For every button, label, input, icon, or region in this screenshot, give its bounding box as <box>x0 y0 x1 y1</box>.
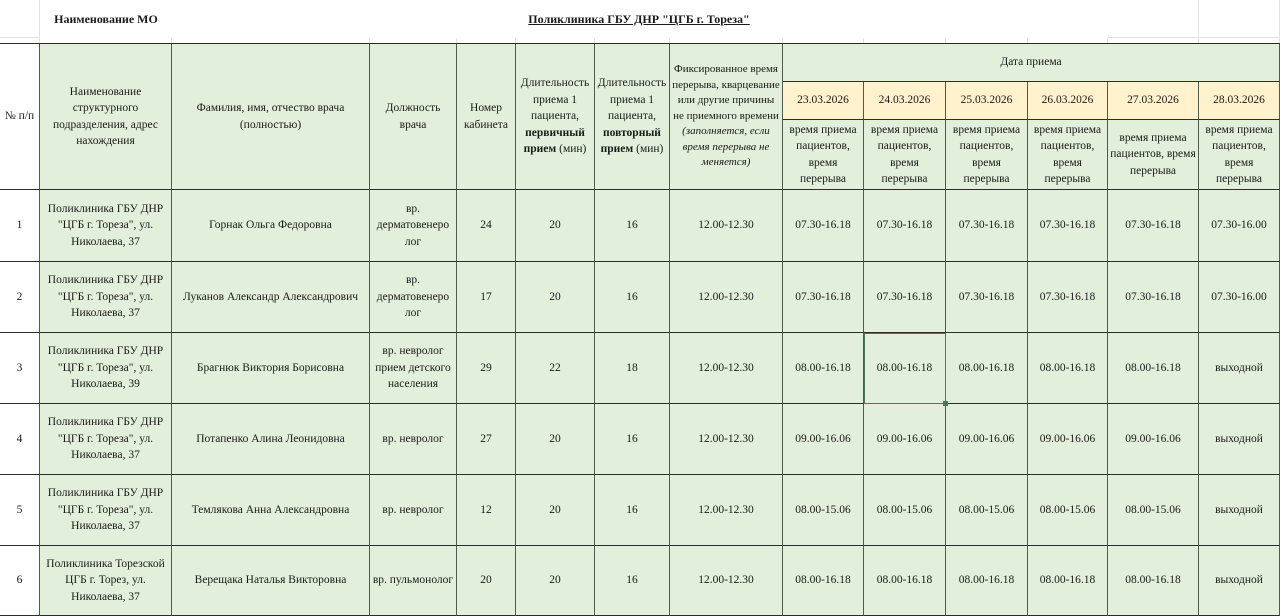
row-room[interactable] <box>457 475 516 546</box>
row-time-3-text: 08.00-15.06 <box>958 503 1015 516</box>
row-num[interactable] <box>0 475 40 546</box>
row-num[interactable] <box>0 333 40 404</box>
row-position[interactable] <box>370 262 457 333</box>
header-text: Длительность приема 1 пациента, <box>597 77 667 123</box>
row-unit-text: Поликлиника Торезской ЦГБ г. Торез, ул. Николаева, 37 <box>46 557 165 603</box>
row-repeat-duration[interactable] <box>595 333 670 404</box>
row-unit[interactable] <box>40 546 172 616</box>
row-time-1-text: 08.00-16.18 <box>795 361 851 374</box>
row-doctor-name[interactable] <box>172 333 370 404</box>
row-room[interactable] <box>457 262 516 333</box>
row-time-1[interactable] <box>783 475 864 546</box>
row-position[interactable] <box>370 404 457 475</box>
row-doctor-name-text: Потапенко Алина Леонидовна <box>196 432 345 445</box>
row-primary-duration-text: 20 <box>549 219 561 232</box>
selected-cell[interactable] <box>864 333 946 404</box>
row-doctor-name-text: Горнак Ольга Федоровна <box>209 219 332 232</box>
header-text: (мин) <box>636 143 664 156</box>
row-break-time[interactable] <box>670 190 783 262</box>
row-num-text: 1 <box>16 219 23 232</box>
row-room[interactable] <box>457 546 516 616</box>
row-repeat-duration-text: 16 <box>626 219 638 232</box>
header-primary-duration[interactable] <box>516 44 595 190</box>
row-time-4-text: 08.00-16.18 <box>1039 361 1096 374</box>
row-primary-duration-text: 20 <box>549 574 561 587</box>
row-position[interactable] <box>370 546 457 616</box>
header-position[interactable] <box>370 44 457 190</box>
row-repeat-duration[interactable] <box>595 404 670 475</box>
row-position[interactable] <box>370 190 457 262</box>
row-time-4-text: 08.00-16.18 <box>1039 574 1096 587</box>
row-primary-duration[interactable] <box>516 333 595 404</box>
row-break-time-text: 12.00-12.30 <box>698 503 754 516</box>
row-doctor-name-text: Брагнюк Виктория Борисовна <box>196 361 345 374</box>
row-primary-duration[interactable] <box>516 404 595 475</box>
row-time-5-text: 07.30-16.18 <box>1125 290 1181 303</box>
row-time-4-text: 07.30-16.18 <box>1039 290 1096 303</box>
row-time-5[interactable] <box>1108 404 1199 475</box>
header-date-group-text: Дата приема <box>1000 56 1062 69</box>
row-room-text: 12 <box>480 503 492 516</box>
row-time-1-text: 09.00-16.06 <box>795 432 851 445</box>
row-break-time[interactable] <box>670 546 783 616</box>
row-primary-duration[interactable] <box>516 475 595 546</box>
header-time-sub-1[interactable] <box>783 120 864 190</box>
row-time-6-text: выходной <box>1215 361 1263 374</box>
row-time-5-text: 08.00-16.18 <box>1125 361 1181 374</box>
row-unit-text: Поликлиника ГБУ ДНР "ЦГБ г. Тореза", ул. Николаева, 37 <box>47 202 164 248</box>
header-date-3[interactable] <box>946 82 1028 120</box>
row-position[interactable] <box>370 475 457 546</box>
row-unit[interactable] <box>40 333 172 404</box>
header-top-border <box>0 43 1280 44</box>
header-date-4-text: 26.03.2026 <box>1041 94 1094 107</box>
row-time-6-text: выходной <box>1215 503 1263 516</box>
row-time-6[interactable] <box>1199 333 1280 404</box>
row-repeat-duration-text: 16 <box>626 574 638 587</box>
row-num[interactable] <box>0 190 40 262</box>
header-unit[interactable] <box>40 44 172 190</box>
header-text: Фиксированное время перерыва, кварцевание или другие причины не приемного времени <box>672 63 780 122</box>
row-unit[interactable] <box>40 404 172 475</box>
row-primary-duration[interactable] <box>516 262 595 333</box>
row-break-time-text: 12.00-12.30 <box>698 290 754 303</box>
row-room-text: 20 <box>480 574 492 587</box>
header-date-6-text: 28.03.2026 <box>1213 94 1265 107</box>
row-time-5[interactable] <box>1108 546 1199 616</box>
header-room[interactable] <box>457 44 516 190</box>
row-time-1-text: 07.30-16.18 <box>795 219 851 232</box>
row-time-1[interactable] <box>783 546 864 616</box>
row-room[interactable] <box>457 404 516 475</box>
header-text: (мин) <box>559 143 587 156</box>
row-time-3[interactable] <box>946 333 1028 404</box>
row-time-3[interactable] <box>946 475 1028 546</box>
row-time-6[interactable] <box>1199 475 1280 546</box>
header-break-text <box>672 62 780 171</box>
row-doctor-name[interactable] <box>172 475 370 546</box>
row-time-3-text: 08.00-16.18 <box>958 574 1015 587</box>
header-time-sub-5-text: время приема пациентов, время перерыва <box>1110 131 1196 177</box>
row-primary-duration-text: 22 <box>549 361 561 374</box>
row-repeat-duration-text: 16 <box>626 432 638 445</box>
row-position-text: вр. дерматовенеро лог <box>376 274 450 320</box>
row-primary-duration-text: 20 <box>549 503 561 516</box>
row-time-2-text: 08.00-15.06 <box>876 503 933 516</box>
row-time-6-text: 07.30-16.00 <box>1211 219 1267 232</box>
row-time-4[interactable] <box>1028 546 1108 616</box>
row-time-6[interactable] <box>1199 262 1280 333</box>
row-time-3[interactable] <box>946 190 1028 262</box>
row-break-time[interactable] <box>670 404 783 475</box>
grid-cell[interactable] <box>1199 0 1280 38</box>
header-time-sub-3[interactable] <box>946 120 1028 190</box>
row-time-4-text: 07.30-16.18 <box>1039 219 1096 232</box>
header-date-4[interactable] <box>1028 82 1108 120</box>
row-room-text: 27 <box>480 432 492 445</box>
row-room-text: 17 <box>480 290 492 303</box>
row-position-text: вр. дерматовенеро лог <box>376 202 450 248</box>
row-unit-text: Поликлиника ГБУ ДНР "ЦГБ г. Тореза", ул. Николаева, 37 <box>47 487 164 533</box>
row-break-time[interactable] <box>670 262 783 333</box>
row-unit[interactable] <box>40 475 172 546</box>
row-time-5[interactable] <box>1108 475 1199 546</box>
row-time-4[interactable] <box>1028 190 1108 262</box>
row-repeat-duration-text: 16 <box>626 290 638 303</box>
row-repeat-duration[interactable] <box>595 262 670 333</box>
row-time-2-text: 09.00-16.06 <box>876 432 933 445</box>
row-room-text: 29 <box>480 361 492 374</box>
row-room[interactable] <box>457 190 516 262</box>
row-num-text: 4 <box>16 432 23 445</box>
row-position[interactable] <box>370 333 457 404</box>
row-time-6-text: выходной <box>1215 432 1263 445</box>
fill-handle[interactable] <box>943 401 948 406</box>
row-time-1[interactable] <box>783 404 864 475</box>
row-time-6[interactable] <box>1199 190 1280 262</box>
row-time-2-text: 08.00-16.18 <box>876 574 933 587</box>
row-repeat-duration-text: 16 <box>626 503 638 516</box>
header-date-2[interactable] <box>864 82 946 120</box>
row-time-5[interactable] <box>1108 262 1199 333</box>
row-unit[interactable] <box>40 262 172 333</box>
row-num-text: 2 <box>16 290 23 303</box>
row-num-text: 5 <box>16 503 23 516</box>
row-time-6-text: выходной <box>1215 574 1263 587</box>
row-doctor-name[interactable] <box>172 404 370 475</box>
row-time-3-text: 07.30-16.18 <box>958 290 1015 303</box>
row-repeat-duration-text: 18 <box>626 361 638 374</box>
row-time-1[interactable] <box>783 190 864 262</box>
row-doctor-name[interactable] <box>172 546 370 616</box>
row-doctor-name-text: Темлякова Анна Александровна <box>191 503 350 516</box>
row-unit[interactable] <box>40 190 172 262</box>
header-time-sub-6[interactable] <box>1199 120 1280 190</box>
row-time-2[interactable] <box>864 546 946 616</box>
row-time-6[interactable] <box>1199 404 1280 475</box>
header-time-sub-4[interactable] <box>1028 120 1108 190</box>
row-num-text: 6 <box>16 574 23 587</box>
header-bold-text: повторный прием <box>600 126 661 156</box>
row-time-4[interactable] <box>1028 475 1108 546</box>
header-room-text: Номер кабинета <box>463 102 509 131</box>
row-position-text: вр. невролог <box>382 432 444 445</box>
row-num[interactable] <box>0 404 40 475</box>
row-position-text: вр. невролог <box>382 503 444 516</box>
row-time-3[interactable] <box>946 262 1028 333</box>
header-date-2-text: 24.03.2026 <box>878 94 931 107</box>
row-time-3[interactable] <box>946 546 1028 616</box>
row-num-text: 3 <box>16 361 23 374</box>
header-date-5-text: 27.03.2026 <box>1127 94 1179 107</box>
row-time-2-text: 08.00-16.18 <box>876 361 933 374</box>
header-primary-duration-text <box>518 75 592 158</box>
header-name[interactable] <box>172 44 370 190</box>
row-time-4[interactable] <box>1028 404 1108 475</box>
header-date-5[interactable] <box>1108 82 1199 120</box>
row-unit-text: Поликлиника ГБУ ДНР "ЦГБ г. Тореза", ул. Николаева, 37 <box>47 274 164 320</box>
row-time-3-text: 07.30-16.18 <box>958 219 1015 232</box>
grid-cell[interactable] <box>1108 0 1199 38</box>
row-break-time-text: 12.00-12.30 <box>698 574 754 587</box>
header-time-sub-2[interactable] <box>864 120 946 190</box>
row-time-3-text: 08.00-16.18 <box>958 361 1015 374</box>
header-date-1[interactable] <box>783 82 864 120</box>
row-time-5-text: 09.00-16.06 <box>1125 432 1181 445</box>
header-date-3-text: 25.03.2026 <box>960 94 1013 107</box>
header-name-text: Фамилия, имя, отчество врача (полностью) <box>196 102 345 131</box>
row-primary-duration[interactable] <box>516 190 595 262</box>
header-time-sub-3-text: время приема пациентов, время перерыва <box>952 123 1021 185</box>
header-num-text: № п/п <box>4 110 35 123</box>
header-unit-text: Наименование структурного подразделения, адрес нахождения <box>53 85 158 147</box>
row-time-4[interactable] <box>1028 333 1108 404</box>
header-time-sub-2-text: время приема пациентов, время перерыва <box>870 123 939 185</box>
header-time-sub-6-text: время приема пациентов, время перерыва <box>1205 123 1273 185</box>
header-break[interactable] <box>670 44 783 190</box>
row-time-6-text: 07.30-16.00 <box>1211 290 1267 303</box>
header-bold-text: первичный прием <box>523 126 585 156</box>
header-time-sub-4-text: время приема пациентов, время перерыва <box>1033 123 1102 185</box>
row-primary-duration-text: 20 <box>549 290 561 303</box>
header-repeat-duration-text <box>597 75 667 158</box>
row-room[interactable] <box>457 333 516 404</box>
grid-cell[interactable] <box>0 0 40 38</box>
header-text: Длительность приема 1 пациента, <box>520 77 590 123</box>
row-time-1-text: 07.30-16.18 <box>795 290 851 303</box>
header-repeat-duration[interactable] <box>595 44 670 190</box>
row-time-5-text: 08.00-16.18 <box>1125 574 1181 587</box>
header-time-sub-1-text: время приема пациентов, время перерыва <box>789 123 857 185</box>
header-time-sub-5[interactable] <box>1108 120 1199 190</box>
row-time-2-text: 07.30-16.18 <box>876 290 933 303</box>
row-time-5-text: 08.00-15.06 <box>1125 503 1181 516</box>
row-break-time-text: 12.00-12.30 <box>698 432 754 445</box>
row-time-2[interactable] <box>864 190 946 262</box>
row-time-4[interactable] <box>1028 262 1108 333</box>
row-time-4-text: 09.00-16.06 <box>1039 432 1096 445</box>
row-room-text: 24 <box>480 219 492 232</box>
row-primary-duration-text: 20 <box>549 432 561 445</box>
row-position-text: вр. пульмонолог <box>372 574 454 587</box>
row-position-text: вр. невролог прием детского населения <box>375 345 451 391</box>
row-time-1[interactable] <box>783 262 864 333</box>
row-num[interactable] <box>0 262 40 333</box>
row-time-2-text: 07.30-16.18 <box>876 219 933 232</box>
row-time-5-text: 07.30-16.18 <box>1125 219 1181 232</box>
row-time-3-text: 09.00-16.06 <box>958 432 1015 445</box>
mo-label-cell-text: Наименование МО <box>54 11 158 26</box>
row-unit-text: Поликлиника ГБУ ДНР "ЦГБ г. Тореза", ул. Николаева, 37 <box>47 416 164 462</box>
row-repeat-duration[interactable] <box>595 190 670 262</box>
row-break-time-text: 12.00-12.30 <box>698 361 754 374</box>
row-time-6[interactable] <box>1199 546 1280 616</box>
row-primary-duration[interactable] <box>516 546 595 616</box>
mo-value-cell-text: Поликлиника ГБУ ДНР "ЦГБ г. Тореза" <box>528 11 750 26</box>
row-break-time[interactable] <box>670 475 783 546</box>
header-position-text: Должность врача <box>385 102 441 131</box>
row-break-time-text: 12.00-12.30 <box>698 219 754 232</box>
mo-value-cell[interactable] <box>172 0 1108 38</box>
row-doctor-name-text: Луканов Александр Александрович <box>182 290 359 303</box>
row-time-5[interactable] <box>1108 190 1199 262</box>
row-doctor-name-text: Верещака Наталья Викторовна <box>194 574 347 587</box>
mo-label-cell[interactable] <box>40 0 172 38</box>
row-doctor-name[interactable] <box>172 262 370 333</box>
row-time-1-text: 08.00-15.06 <box>795 503 851 516</box>
header-date-6[interactable] <box>1199 82 1280 120</box>
row-break-time[interactable] <box>670 333 783 404</box>
row-time-1-text: 08.00-16.18 <box>795 574 851 587</box>
row-num[interactable] <box>0 546 40 616</box>
row-time-2[interactable] <box>864 262 946 333</box>
row-time-2[interactable] <box>864 475 946 546</box>
row-repeat-duration[interactable] <box>595 475 670 546</box>
row-doctor-name[interactable] <box>172 190 370 262</box>
row-time-1[interactable] <box>783 333 864 404</box>
header-num[interactable] <box>0 44 40 190</box>
row-unit-text: Поликлиника ГБУ ДНР "ЦГБ г. Тореза", ул. Николаева, 39 <box>47 345 164 391</box>
row-time-3[interactable] <box>946 404 1028 475</box>
row-time-5[interactable] <box>1108 333 1199 404</box>
header-note: (заполняется, если время перерыва не меняется) <box>682 125 770 169</box>
row-time-4-text: 08.00-15.06 <box>1039 503 1096 516</box>
header-date-group[interactable] <box>783 44 1280 82</box>
row-repeat-duration[interactable] <box>595 546 670 616</box>
header-date-1-text: 23.03.2026 <box>797 94 849 107</box>
row-time-2[interactable] <box>864 404 946 475</box>
